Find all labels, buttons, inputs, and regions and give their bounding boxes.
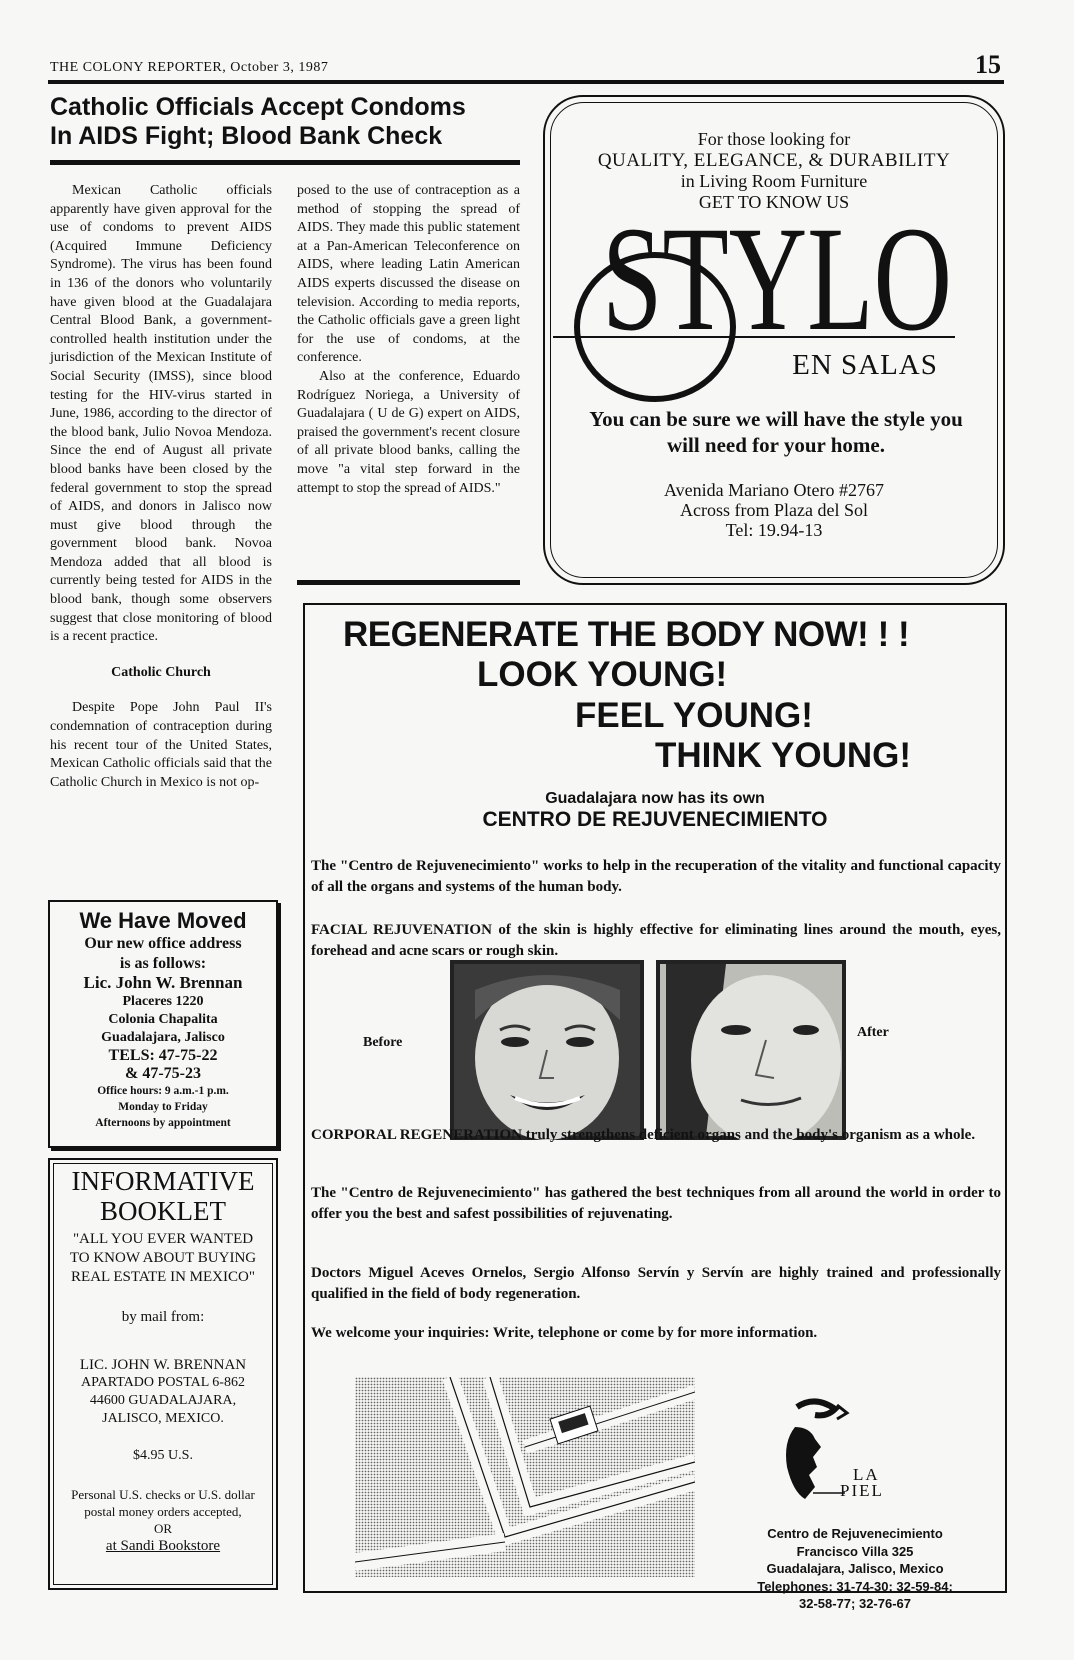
regen-paragraph: We welcome your inquiries: Write, telephone or come by for more information. [311, 1325, 818, 1341]
page-number: 15 [975, 50, 1001, 79]
article-paragraph: Mexican Catholic officials apparently have given approval for the use of condoms to prevent AIDS (Acquired Immune Deficiency Syndrome). The virus has been found in 136 of the donors who voluntarily have given blood at the Guadalajara Central Blood Bank, a government-controlled health institution under the jurisdiction of the Mexican Institute of Social Security (IMSS), since blood testing for the HIV-virus started in June, 1986, according to the director of the blood bank, Julio Novoa Mendoza. Since the end of August all private blood banks have been closed by the federal government to stop the spread of AIDS, and donors in Jalisco now must give blood through the government blood bank. Novoa Mendoza added that all blood is currently being tested for AIDS in the blood bank, though some observers suggest that close monitoring of blood is a recent practice. [50, 183, 272, 645]
stylo-line-1: For those looking for [697, 129, 851, 149]
moved-ad [48, 900, 278, 1148]
booklet-address: LIC. JOHN W. BRENNAN [79, 1357, 247, 1373]
moved-line: Office hours: 9 a.m.-1 p.m. [97, 1084, 229, 1097]
booklet-bookstore: at Sandi Bookstore [105, 1538, 221, 1554]
booklet-payment: Personal U.S. checks or U.S. dollar postal money orders accepted, [71, 1487, 255, 1519]
regen-paragraph: Doctors Miguel Aceves Ornelos, Sergio Alfonso Servín y Servín are highly trained and professionally qualified in the field of body regeneration. [311, 1265, 1001, 1302]
regen-contact: Centro de Rejuvenecimiento [767, 1526, 943, 1541]
stylo-line-2: QUALITY, ELEGANCE, & DURABILITY [597, 150, 951, 171]
stylo-line-3: in Living Room Furniture [680, 171, 868, 191]
headline-line-1: Catholic Officials Accept Condoms [50, 93, 466, 121]
article-paragraph: posed to the use of contraception as a method of stopping the spread of AIDS. They made this public statement at a Pan-American Teleconference on AIDS, where leading Latin American AIDS experts discussed the disease on television. According to media reports, the Catholic officials gave a green light for the use of condoms, at the conference. [297, 183, 520, 366]
regen-headline-1: REGENERATE THE BODY NOW! ! ! [343, 615, 910, 654]
booklet-by-mail: by mail from: [121, 1309, 205, 1325]
la-piel-la: LA [853, 1465, 880, 1484]
regen-contact: Guadalajara, Jalisco, Mexico [766, 1561, 944, 1576]
stylo-tagline: You can be sure we will have the style you will need for your home. [589, 407, 963, 457]
moved-line: Our new office address [84, 935, 242, 952]
article-subhead: Catholic Church [111, 664, 211, 680]
booklet-address: 44600 GUADALAJARA, [89, 1393, 237, 1408]
article-headline [50, 93, 520, 151]
masthead-paper: THE COLONY REPORTER, October 3, 1987 [50, 60, 329, 75]
regen-sub-2: CENTRO DE REJUVENECIMIENTO [482, 808, 828, 831]
article-end-rule [297, 580, 520, 585]
stylo-tel: Tel: 19.94-13 [725, 520, 823, 540]
regen-headline-2: LOOK YOUNG! [477, 655, 728, 694]
regen-paragraph: CORPORAL REGENERATION truly strengthens deficient organs and the body's organism as a whole. [311, 1127, 976, 1143]
stylo-logo-text: STYLO [602, 197, 952, 362]
booklet-title-1: INFORMATIVE [71, 1166, 255, 1196]
moved-line: Placeres 1220 [122, 993, 204, 1009]
after-photo [656, 960, 846, 1140]
booklet-address: APARTADO POSTAL 6-862 [81, 1375, 245, 1390]
booklet-price: $4.95 U.S. [133, 1448, 193, 1463]
masthead-rule [48, 80, 1004, 84]
stylo-address-1: Avenida Mariano Otero #2767 [663, 480, 885, 500]
booklet-or: OR [153, 1521, 173, 1536]
moved-line: Lic. John W. Brennan [83, 973, 243, 992]
regen-paragraph: The "Centro de Rejuvenecimiento" has gathered the best techniques from all around the world in order to offer you the best and safest possibilities of rejuvenating. [311, 1185, 1001, 1222]
regen-paragraph: The "Centro de Rejuvenecimiento" works to help in the recuperation of the vitality and functional capacity of all the organs and systems of the human body. [311, 858, 1001, 895]
stylo-address-2: Across from Plaza del Sol [680, 500, 868, 520]
moved-line: Afternoons by appointment [95, 1116, 231, 1129]
before-photo [450, 960, 644, 1140]
moved-line: is as follows: [119, 954, 207, 972]
before-label: Before [363, 1035, 403, 1050]
moved-title: We Have Moved [79, 908, 247, 933]
regen-headline-4: THINK YOUNG! [655, 736, 912, 775]
regen-contact: Francisco Villa 325 [796, 1543, 914, 1559]
headline-rule [50, 160, 520, 165]
booklet-title-2: BOOKLET [100, 1196, 226, 1226]
article-column-1 [50, 182, 272, 792]
booklet-ad [48, 1158, 278, 1590]
moved-line: Guadalajara, Jalisco [101, 1029, 225, 1045]
stylo-en-salas: EN SALAS [792, 349, 938, 381]
la-piel-piel: PIEL [840, 1481, 884, 1500]
regen-ad [303, 603, 1007, 1611]
moved-line: TELS: 47-75-22 [108, 1046, 218, 1064]
stylo-line-4: GET TO KNOW US [698, 192, 850, 212]
location-map [355, 1377, 695, 1577]
moved-line: & 47-75-23 [125, 1064, 201, 1082]
article-column-2 [297, 182, 520, 498]
regen-paragraph: FACIAL REJUVENATION of the skin is highly effective for eliminating lines around the mouth, eyes, forehead and acne scars or rough skin. [311, 922, 1001, 959]
headline-line-2: In AIDS Fight; Blood Bank Check [50, 122, 443, 150]
regen-contact: 32-58-77; 32-76-67 [798, 1596, 912, 1611]
booklet-quote: "ALL YOU EVER WANTED TO KNOW ABOUT BUYING REAL ESTATE IN MEXICO" [69, 1231, 257, 1285]
stylo-ad [543, 95, 1005, 585]
booklet-address: JALISCO, MEXICO. [102, 1411, 224, 1426]
after-label: After [857, 1025, 889, 1040]
article-paragraph: Despite Pope John Paul II's condemnation of contraception during his recent tour of the United States, Mexican Catholic officials said that the Catholic Church in Mexico is not op- [50, 700, 272, 790]
regen-sub-1: Guadalajara now has its own [545, 790, 765, 807]
article-paragraph: Also at the conference, Eduardo Rodríguez Noriega, a University of Guadalajara ( U de G) expert on AIDS, praised the government's recent closure of all private blood banks, calling the move "a vital step forward in the attempt to stop the spread of AIDS." [297, 368, 520, 496]
regen-headline-3: FEEL YOUNG! [575, 696, 813, 735]
moved-line: Monday to Friday [118, 1100, 208, 1113]
regen-contact: Telephones: 31-74-30; 32-59-84; [757, 1578, 953, 1594]
moved-line: Colonia Chapalita [108, 1011, 218, 1027]
